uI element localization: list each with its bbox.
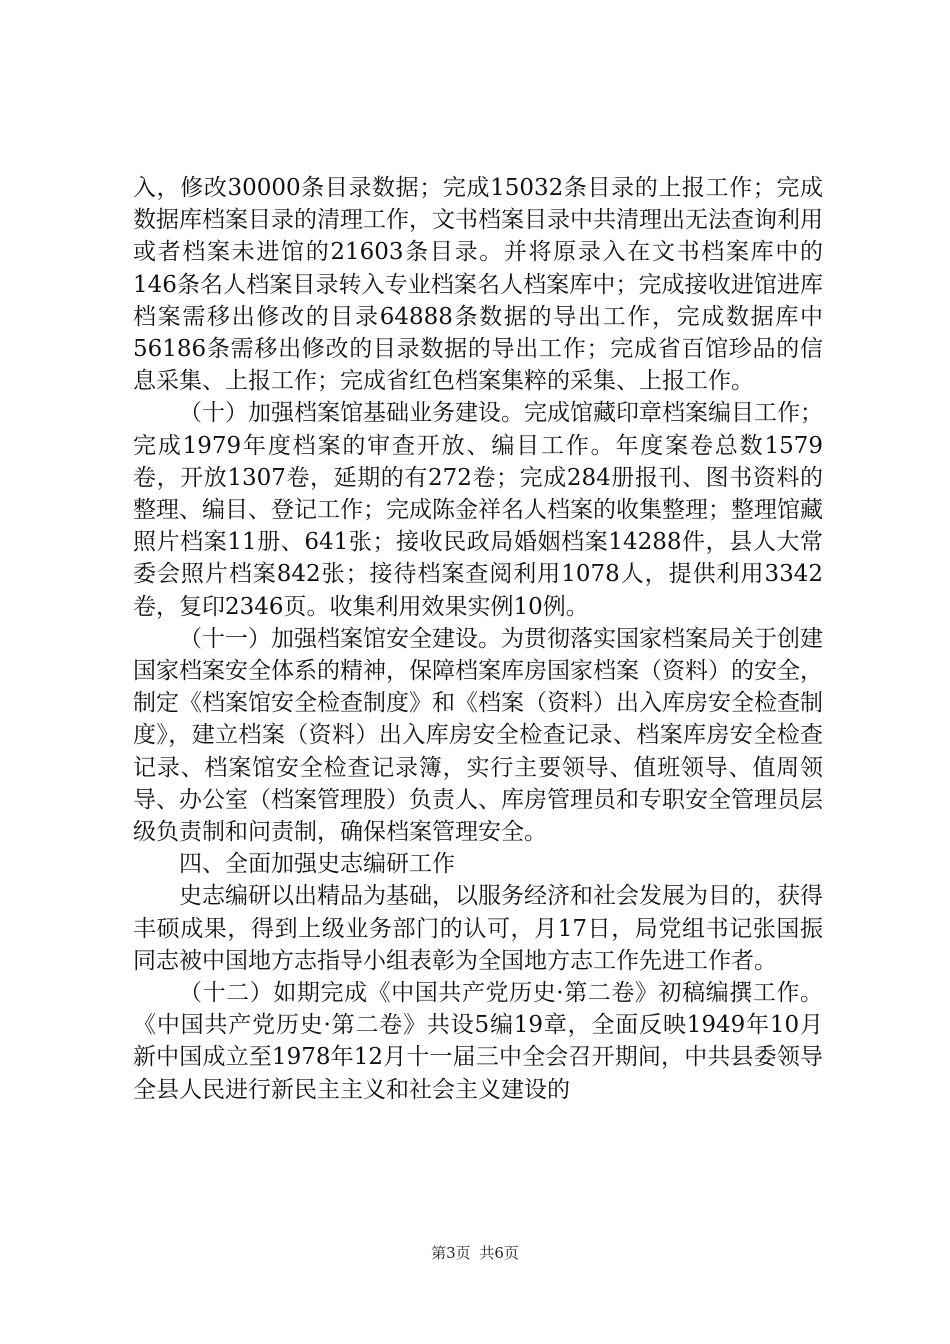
paragraph-section-11: （十一）加强档案馆安全建设。为贯彻落实国家档案局关于创建国家档案安全体系的精神，保障档案库房国家档案（资料）的安全，制定《档案馆安全检查制度》和《档案（资料）出入库房安全检查制度》，建立档案（资料）出入库房安全检查记录、档案库房安全检查记录、档案馆安全检查记录簿，实行主要领导、值班领导、值周领导、办公室（档案管理股）负责人、库房管理员和专职安全管理员层级负责制和问责制，确保档案管理安全。 bbox=[133, 625, 823, 846]
paragraph-section-10: （十）加强档案馆基础业务建设。完成馆藏印章档案编目工作；完成1979年度档案的审查开放、编目工作。年度案卷总数1579卷，开放1307卷，延期的有272卷；完成284册报刊、图书资料的整理、编目、登记工作；完成陈金祥名人档案的收集整理；整理馆藏照片档案11册、641张；接收民政局婚姻档案14288件，县人大常委会照片档案842张；接待档案查阅利用1078人，提供利用3342卷，复印2346页。收集利用效果实例10例。 bbox=[133, 400, 823, 620]
document-body bbox=[133, 172, 823, 1106]
paragraph-continued: 入，修改30000条目录数据；完成15032条目录的上报工作；完成数据库档案目录的清理工作，文书档案目录中共清理出无法查询利用或者档案未进馆的21603条目录。并将原录入在文书档案库中的146条名人档案目录转入专业档案名人档案库中；完成接收进馆进库档案需移出修改的目录64888条数据的导出工作，完成数据库中56186条需移出修改的目录数据的导出工作；完成省百馆珍品的信息采集、上报工作；完成省红色档案集粹的采集、上报工作。 bbox=[133, 175, 823, 395]
page-number: 第3页 bbox=[431, 1244, 471, 1262]
paragraph-section-12: （十二）如期完成《中国共产党历史·第二卷》初稿编撰工作。《中国共产党历史·第二卷》共设5编19章，全面反映1949年10月新中国成立至1978年12月十一届三中全会召开期间，中共县委领导全县人民进行新民主主义和社会主义建设的 bbox=[133, 980, 823, 1103]
paragraph-section-4-intro: 史志编研以出精品为基础，以服务经济和社会发展为目的，获得丰硕成果，得到上级业务部门的认可，月17日，局党组书记张国振同志被中国地方志指导小组表彰为全国地方志工作先进工作者。 bbox=[133, 883, 823, 974]
section-heading-4: 四、全面加强史志编研工作 bbox=[179, 851, 455, 878]
page-total: 共6页 bbox=[479, 1244, 519, 1262]
page-footer bbox=[0, 1242, 950, 1263]
